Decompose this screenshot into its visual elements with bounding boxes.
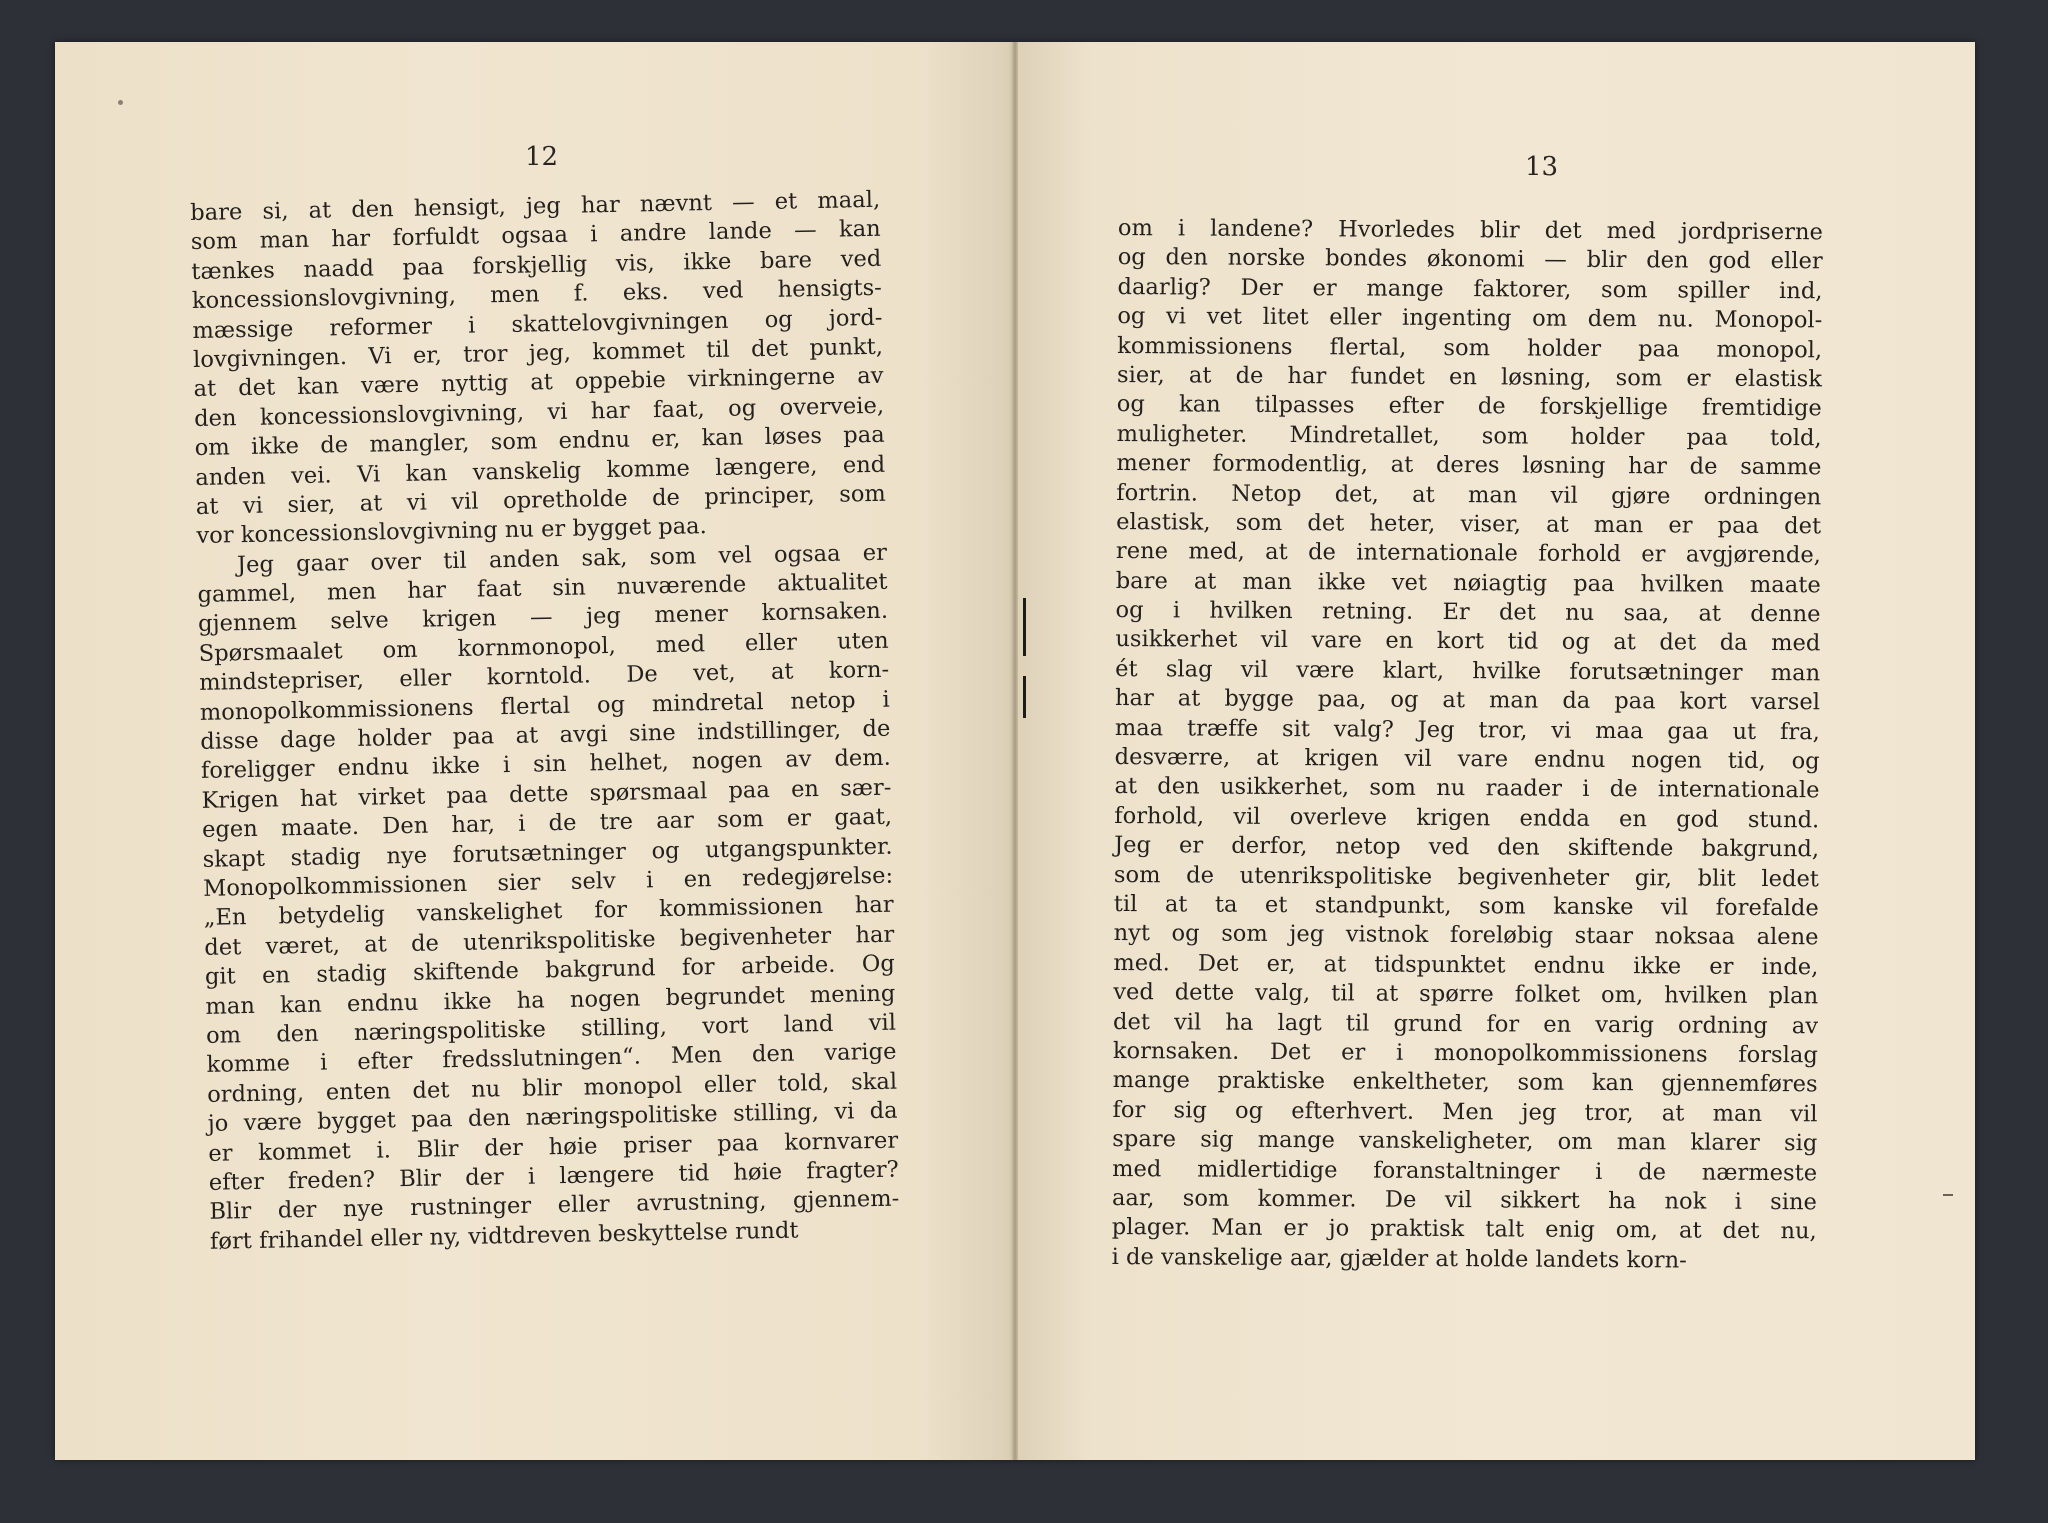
text-line: gjennem selve krigen — jeg mener kornsaken. (197, 598, 889, 638)
text-line: er kommet i. Blir der høie priser paa kornvarer (208, 1127, 899, 1167)
text-line: det vil ha lagt til grund for en varig ordning av (1112, 1008, 1819, 1039)
text-line: mener formodentlig, at deres løsning har de samme (1116, 450, 1822, 481)
text-line: har at bygge paa, og at man da paa kort varsel (1114, 685, 1821, 716)
text-line: komme i efter fredsslutningen“. Men den varige (206, 1038, 897, 1079)
text-line: ført frihandel eller ny, vidtdreven beskyttelse rundt (209, 1217, 799, 1255)
text-line: Monopolkommissionen sier selv i en redegjørelse: (202, 862, 894, 902)
text-line: monopolkommissionens flertal og mindretal netop i (199, 686, 890, 726)
text-line: og i hvilken retning. Er det nu saa, at denne (1115, 597, 1821, 628)
book-gutter (1012, 42, 1018, 1460)
text-line: som de utenrikspolitiske begivenheter gir, blit ledet (1113, 861, 1820, 892)
text-line: mæssige reformer i skattelovgivningen og jord- (192, 304, 883, 344)
text-line: om den næringspolitiske stilling, vort land vil (205, 1009, 897, 1049)
text-line: i de vanskelige aar, gjælder at holde landets korn- (1111, 1243, 1687, 1274)
text-line: koncessionslovgivning, men f. eks. ved hensigts- (191, 274, 883, 315)
text-line: til at ta et standpunkt, som kanske vil forefalde (1113, 890, 1819, 922)
text-line: lovgivningen. Vi er, tror jeg, kommet til det punkt, (192, 333, 884, 373)
text-line: og kan tilpasses efter de forskjellige fremtidige (1116, 391, 1822, 422)
text-line: som man har forfuldt ogsaa i andre lande — kan (190, 216, 881, 256)
text-line: kommissionens flertal, som holder paa monopol, (1117, 332, 1823, 363)
text-line: plager. Man er jo praktisk talt enig om, at det nu, (1111, 1214, 1817, 1245)
open-booklet (55, 42, 1975, 1460)
text-line: disse dage holder paa at avgi sine indstillinger, de (200, 715, 891, 755)
paper-speck (118, 100, 123, 105)
text-line: at vi sier, at vi vil opretholde de principer, som (195, 480, 887, 520)
text-line: og vi vet litet eller ingenting om dem nu. Monopol- (1117, 303, 1823, 334)
gutter-stitch-mark (1023, 676, 1026, 718)
text-line: det været, at de utenrikspolitiske begivenheter har (204, 921, 895, 961)
text-line: git en stadig skiftende bakgrund for arbeide. Og (204, 950, 896, 991)
text-line: om i landene? Hvorledes blir det med jordpriserne (1117, 214, 1823, 246)
right-page (1015, 42, 1975, 1460)
gutter-stitch-mark (1023, 598, 1026, 656)
text-line: spare sig mange vanskeligheter, om man klarer sig (1112, 1126, 1818, 1157)
text-line: jo være bygget paa den næringspolitiske stilling, vi da (207, 1097, 898, 1137)
text-line: muligheter. Mindretallet, som holder paa told, (1116, 420, 1822, 452)
page-number-left: 12 (525, 142, 559, 172)
text-line: forhold, vil overleve krigen endda en god stund. (1114, 802, 1820, 834)
text-line: Jeg er derfor, netop ved den skiftende bakgrund, (1114, 832, 1820, 863)
text-line: desværre, at krigen vil vare endnu nogen tid, og (1114, 744, 1820, 775)
text-line: tænkes naadd paa forskjellig vis, ikke bare ved (191, 245, 882, 285)
text-line: og den norske bondes økonomi — blir den god eller (1117, 244, 1823, 275)
text-line: efter freden? Blir der i længere tid høie fragter? (208, 1156, 900, 1196)
right-page-text (1112, 214, 1823, 1276)
text-line: Krigen hat virket paa dette spørsmaal paa en sær- (201, 774, 892, 814)
text-line: for sig og efterhvert. Men jeg tror, at man vil (1112, 1096, 1818, 1128)
text-line: foreligger endnu ikke i sin helhet, nogen av dem. (200, 745, 892, 785)
text-line: Spørsmaalet om kornmonopol, med eller uten (198, 627, 889, 667)
text-line: egen maate. Den har, i de tre aar som er gaat, (201, 803, 893, 844)
text-line: vor koncessionslovgivning nu er bygget paa. (196, 513, 708, 550)
text-line: fortrin. Netop det, at man vil gjøre ordningen (1116, 479, 1822, 510)
left-page (55, 42, 1015, 1460)
text-line: ét slag vil være klart, hvilke forutsætninger man (1115, 655, 1821, 687)
text-line: den koncessionslovgivning, vi har faat, og overveie, (193, 392, 885, 432)
text-line: „En betydelig vanskelighet for kommissionen har (203, 891, 894, 932)
margin-dash (1943, 1194, 1953, 1196)
text-line: at det kan være nyttig at oppebie virkningerne av (193, 363, 884, 403)
text-line: maa træffe sit valg? Jeg tror, vi maa gaa ut fra, (1114, 714, 1820, 745)
text-line: om ikke de mangler, som endnu er, kan løses paa (194, 421, 885, 462)
text-line: Blir der nye rustninger eller avrustning, gjennem- (209, 1185, 900, 1226)
text-line: gammel, men har faat sin nuværende aktualitet (197, 568, 888, 609)
text-line: bare at man ikke vet nøiagtig paa hvilken maate (1115, 567, 1821, 598)
left-page-text (190, 186, 900, 1257)
text-line: man kan endnu ikke ha nogen begrundet mening (205, 980, 896, 1020)
text-line: kornsaken. Det er i monopolkommissionens forslag (1112, 1037, 1818, 1069)
text-line: usikkerhet vil vare en kort tid og at det da med (1115, 626, 1821, 657)
text-line: bare si, at den hensigt, jeg har nævnt — et maal, (190, 186, 881, 226)
text-line: sier, at de har fundet en løsning, som er elastisk (1116, 361, 1823, 393)
text-line: daarlig? Der er mange faktorer, som spiller ind, (1117, 273, 1823, 305)
text-line: med midlertidige foranstaltninger i de nærmeste (1112, 1155, 1818, 1186)
page-number-right: 13 (1525, 152, 1559, 182)
text-line: nyt og som jeg vistnok foreløbig staar noksaa alene (1113, 920, 1819, 951)
text-line: elastisk, som det heter, viser, at man er paa det (1116, 508, 1822, 540)
text-line: rene med, at de internationale forhold er avgjørende, (1115, 538, 1822, 569)
text-line: ved dette valg, til at spørre folket om, hvilken plan (1113, 979, 1819, 1010)
text-line: mange praktiske enkeltheter, som kan gjennemføres (1112, 1067, 1818, 1098)
text-line: med. Det er, at tidspunktet endnu ikke er inde, (1113, 949, 1819, 981)
text-line: mindstepriser, eller korntold. De vet, at korn- (199, 656, 890, 697)
text-line: aar, som kommer. De vil sikkert ha nok i sine (1111, 1184, 1818, 1216)
text-line: at den usikkerhet, som nu raader i de internationale (1114, 773, 1820, 804)
text-line: skapt stadig nye forutsætninger og utgangspunkter. (202, 833, 893, 873)
text-line: anden vei. Vi kan vanskelig komme længere, end (195, 451, 886, 491)
text-line: Jeg gaar over til anden sak, som vel ogsaa er (236, 539, 888, 578)
text-line: ordning, enten det nu blir monopol eller told, skal (206, 1068, 898, 1108)
